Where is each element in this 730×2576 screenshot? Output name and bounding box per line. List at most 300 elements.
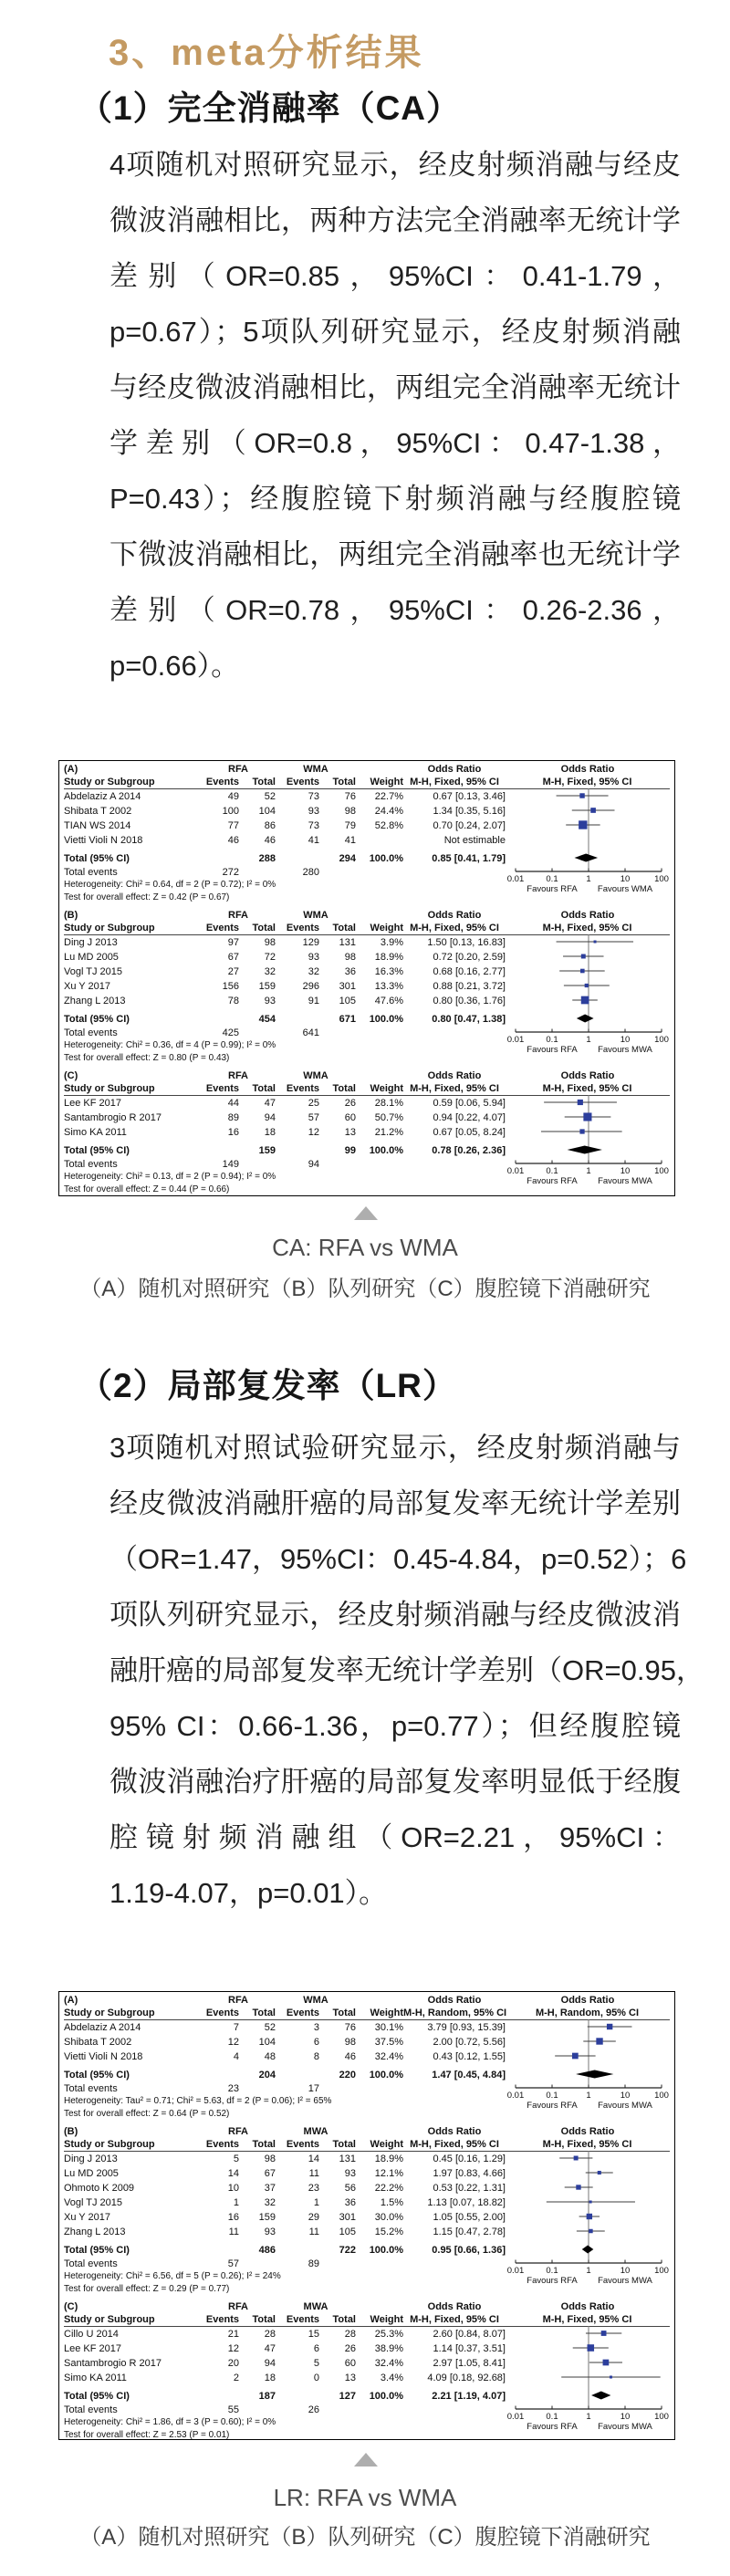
forest-cell: 641 (302, 1027, 319, 1038)
forest-cell: Santambrogio R 2017 (64, 2357, 162, 2369)
forest-cell: 21 (227, 2328, 239, 2340)
forest-cell: 4 (233, 2050, 239, 2062)
svg-text:0.01: 0.01 (506, 2412, 525, 2422)
forest-cell: 46 (227, 834, 239, 846)
forest-cell: RFA (228, 1994, 248, 2006)
forest-cell: Total (95% CI) (64, 2390, 130, 2402)
forest-overall-effect-text: Test for overall effect: Z = 0.80 (P = 0.43) (64, 1053, 230, 1063)
forest-cell: Abdelaziz A 2014 (64, 790, 141, 802)
forest-cell: Study or Subgroup (64, 2313, 155, 2325)
forest-cell: 6 (313, 2036, 319, 2048)
forest-cell: WMA (303, 763, 328, 775)
forest-cell: 46 (344, 2050, 356, 2062)
figure-1-caption-subtitle: （A）随机对照研究（B）队列研究（C）腹腔镜下消融研究 (79, 1277, 651, 1301)
forest-cell: 129 (302, 936, 319, 948)
svg-text:0.01: 0.01 (506, 1166, 525, 1176)
forest-study-row (64, 2166, 670, 2181)
forest-cell: Total (252, 922, 276, 933)
forest-total-row (64, 1012, 670, 1027)
forest-cell: Total (332, 2007, 356, 2018)
forest-cell: 1.14 [0.37, 3.51] (433, 2342, 506, 2354)
forest-cell: 11 (308, 2167, 319, 2179)
forest-cell: 23 (227, 2082, 239, 2094)
forest-cell: Shibata T 2002 (64, 805, 132, 817)
forest-cell: 272 (222, 866, 239, 878)
forest-cell: Total (252, 2138, 276, 2150)
forest-cell: Weight (370, 1082, 403, 1094)
forest-header-groups (64, 763, 670, 776)
forest-cell: 38.9% (374, 2342, 403, 2354)
forest-cell: Simo KA 2011 (64, 1126, 127, 1138)
svg-text:Favours RFA: Favours RFA (527, 1045, 578, 1055)
paragraph-line: p=0.67）；5项队列研究显示，经皮射频消融 (110, 316, 681, 348)
forest-cell: 12.1% (374, 2167, 403, 2179)
forest-cell: Events (286, 2313, 319, 2325)
forest-cell: 15 (308, 2328, 319, 2340)
forest-cell: 1.05 [0.55, 2.00] (433, 2211, 506, 2223)
forest-cell: 49 (227, 790, 239, 802)
forest-total-events-row (64, 1158, 670, 1171)
forest-cell: 91 (308, 995, 319, 1006)
figure-2-caption-title: LR: RFA vs WMA (273, 2484, 457, 2511)
forest-study-row (64, 1096, 670, 1111)
forest-cell: 454 (258, 1013, 276, 1025)
forest-study-row (64, 789, 670, 804)
forest-cell: 0.88 [0.21, 3.72] (433, 980, 506, 992)
up-triangle-icon (354, 2453, 378, 2466)
forest-cell: 1.47 [0.45, 4.84] (432, 2069, 506, 2081)
svg-text:Favours WMA: Favours WMA (597, 884, 653, 894)
forest-cell: 94 (308, 1158, 319, 1170)
forest-cell: Events (205, 922, 239, 933)
forest-cell: 2.00 [0.72, 5.56] (433, 2036, 506, 2048)
forest-cell: 18 (264, 1126, 276, 1138)
forest-cell: 93 (308, 951, 319, 963)
forest-cell: Zhang L 2013 (64, 2226, 126, 2237)
forest-heterogeneity-text: Heterogeneity: Chi² = 0.64, df = 2 (P = 0.72); I² = 0% (64, 880, 276, 890)
forest-cell: Weight (370, 922, 403, 933)
forest-cell: Vietti Violi N 2018 (64, 2050, 143, 2062)
forest-cell: 100.0% (369, 2244, 403, 2256)
forest-cell: M-H, Fixed, 95% CI (410, 776, 499, 787)
forest-cell: Total events (64, 2082, 118, 2094)
svg-text:1: 1 (586, 1035, 591, 1045)
forest-cell: 1 (313, 2196, 319, 2208)
forest-cell: 159 (258, 2211, 276, 2223)
forest-cell: 0.59 [0.06, 5.94] (433, 1097, 506, 1109)
forest-cell: RFA (228, 2300, 248, 2312)
svg-text:Favours RFA: Favours RFA (527, 1176, 578, 1186)
forest-study-row (64, 950, 670, 965)
paragraph-line: 经皮微波消融肝癌的局部复发率无统计学差别 (110, 1487, 681, 1519)
forest-header-columns (64, 1082, 670, 1096)
forest-cell: 0.53 [0.22, 1.31] (433, 2182, 506, 2194)
forest-cell: 296 (302, 980, 319, 992)
forest-cell: Events (205, 1082, 239, 1094)
forest-cell: 14 (227, 2167, 239, 2179)
forest-cell: 93 (264, 995, 276, 1006)
forest-cell: Total (332, 2313, 356, 2325)
forest-cell: 2.97 [1.05, 8.41] (433, 2357, 506, 2369)
forest-cell: 105 (339, 2226, 356, 2237)
forest-study-row (64, 994, 670, 1008)
forest-cell: (C) (64, 1069, 78, 1081)
forest-cell: 25.3% (374, 2328, 403, 2340)
paragraph-line: P=0.43）；经腹腔镜下射频消融与经腹腔镜 (110, 483, 681, 515)
forest-cell: Study or Subgroup (64, 922, 155, 933)
svg-text:0.1: 0.1 (546, 1166, 558, 1176)
forest-cell: 26 (344, 2342, 356, 2354)
section-2-heading: （2）局部复发率（LR） (78, 1367, 457, 1404)
forest-cell: WMA (303, 1069, 328, 1081)
forest-cell: 26 (308, 2404, 319, 2415)
forest-study-row (64, 2181, 670, 2195)
forest-cell: Total events (64, 1158, 118, 1170)
forest-cell: 46 (264, 834, 276, 846)
forest-cell: 16 (227, 2211, 239, 2223)
forest-header-groups (64, 1994, 670, 2007)
svg-text:Favours MWA: Favours MWA (598, 2422, 652, 2432)
figure-2-caption-subtitle: （A）随机对照研究（B）队列研究（C）腹腔镜下消融研究 (79, 2525, 651, 2550)
svg-text:100: 100 (654, 2266, 669, 2276)
forest-cell: 79 (344, 819, 356, 831)
forest-study-row (64, 979, 670, 994)
paragraph-line: 腔镜射频消融组（OR=2.21，95%CI： (110, 1821, 681, 1853)
forest-subgroup-a (64, 763, 670, 905)
forest-cell: Events (205, 2313, 239, 2325)
forest-cell: 22.2% (374, 2182, 403, 2194)
forest-cell: 0.45 [0.16, 1.29] (433, 2153, 506, 2164)
forest-study-row (64, 935, 670, 950)
svg-text:0.01: 0.01 (506, 2091, 525, 2101)
svg-text:100: 100 (654, 1166, 669, 1176)
forest-cell: 32.4% (374, 2357, 403, 2369)
svg-text:Favours MWA: Favours MWA (598, 1176, 652, 1186)
forest-cell: Ding J 2013 (64, 936, 118, 948)
forest-cell: 100 (222, 805, 239, 817)
forest-cell: 0.68 [0.16, 2.77] (433, 965, 506, 977)
svg-text:0.01: 0.01 (506, 1035, 525, 1045)
forest-cell: Study or Subgroup (64, 2007, 155, 2018)
forest-cell: Vietti Violi N 2018 (64, 834, 143, 846)
forest-cell: 8 (313, 2050, 319, 2062)
forest-cell: 100.0% (369, 2390, 403, 2402)
forest-cell: Events (286, 2138, 319, 2150)
forest-cell: 722 (339, 2244, 356, 2256)
forest-total-row (64, 2068, 670, 2082)
forest-cell: 36 (344, 2196, 356, 2208)
forest-cell: Events (205, 776, 239, 787)
forest-subgroup-b (64, 2125, 670, 2297)
forest-cell: Events (286, 2007, 319, 2018)
forest-cell: Shibata T 2002 (64, 2036, 132, 2048)
forest-cell: 104 (258, 2036, 276, 2048)
svg-text:Favours RFA: Favours RFA (527, 884, 578, 894)
forest-cell: 159 (258, 1144, 276, 1156)
forest-study-row (64, 2327, 670, 2341)
forest-cell: Odds Ratio (560, 909, 615, 921)
forest-cell: Cillo U 2014 (64, 2328, 119, 2340)
forest-cell: 105 (339, 995, 356, 1006)
svg-text:1: 1 (586, 1166, 591, 1176)
svg-text:10: 10 (620, 2266, 631, 2276)
svg-text:Favours RFA: Favours RFA (527, 2422, 578, 2432)
forest-cell: 100.0% (369, 2069, 403, 2081)
forest-header-columns (64, 2138, 670, 2152)
forest-cell: Total events (64, 2404, 118, 2415)
forest-cell: 100.0% (369, 1013, 403, 1025)
forest-cell: 94 (264, 2357, 276, 2369)
forest-cell: 32 (264, 2196, 276, 2208)
forest-study-row (64, 2152, 670, 2166)
forest-cell: 98 (264, 936, 276, 948)
forest-cell: Events (286, 1082, 319, 1094)
forest-cell: Odds Ratio (427, 763, 482, 775)
forest-study-row (64, 2195, 670, 2210)
svg-text:1: 1 (586, 2412, 591, 2422)
forest-subgroup-c (64, 1069, 670, 1197)
forest-cell: 30.0% (374, 2211, 403, 2223)
forest-total-row (64, 1143, 670, 1158)
forest-cell: 18.9% (374, 2153, 403, 2164)
forest-cell: 28.1% (374, 1097, 403, 1109)
forest-cell: 13 (344, 1126, 356, 1138)
svg-text:0.1: 0.1 (546, 2266, 558, 2276)
svg-text:Favours MWA: Favours MWA (598, 2276, 652, 2286)
forest-cell: 10 (227, 2182, 239, 2194)
forest-cell: 14 (308, 2153, 319, 2164)
forest-cell: Odds Ratio (427, 2300, 482, 2312)
forest-cell: 7 (233, 2021, 239, 2033)
forest-cell: 78 (227, 995, 239, 1006)
paragraph-line: 融肝癌的局部复发率无统计学差别（OR=0.95， (110, 1654, 704, 1686)
svg-text:0.01: 0.01 (506, 874, 525, 884)
forest-header-columns (64, 2007, 670, 2020)
forest-cell: 0.94 [0.22, 4.07] (433, 1111, 506, 1123)
forest-cell: 1.13 [0.07, 18.82] (427, 2196, 506, 2208)
forest-cell: MWA (303, 2300, 328, 2312)
forest-cell: 21.2% (374, 1126, 403, 1138)
svg-text:0.1: 0.1 (546, 2412, 558, 2422)
forest-heterogeneity-text: Heterogeneity: Tau² = 0.71; Chi² = 5.63, df = 2 (P = 0.06); I² = 65% (64, 2096, 332, 2106)
forest-cell: Lee KF 2017 (64, 1097, 121, 1109)
forest-study-row (64, 2035, 670, 2049)
forest-cell: 55 (227, 2404, 239, 2415)
forest-cell: 0.85 [0.41, 1.79] (432, 852, 506, 864)
forest-cell: Simo KA 2011 (64, 2372, 127, 2383)
forest-cell: 37 (264, 2182, 276, 2194)
forest-cell: 294 (339, 852, 356, 864)
forest-cell: 11 (228, 2226, 239, 2237)
forest-cell: 76 (344, 790, 356, 802)
forest-cell: 28 (344, 2328, 356, 2340)
forest-cell: 100.0% (369, 1144, 403, 1156)
forest-cell: RFA (228, 763, 248, 775)
forest-cell: 57 (227, 2258, 239, 2269)
forest-cell: 12 (227, 2036, 239, 2048)
forest-cell: 0.43 [0.12, 1.55] (433, 2050, 506, 2062)
forest-cell: 16 (227, 1126, 239, 1138)
forest-cell: 67 (264, 2167, 276, 2179)
forest-cell: 4.09 [0.18, 92.68] (427, 2372, 506, 2383)
forest-overall-effect-text: Test for overall effect: Z = 0.42 (P = 0.67) (64, 892, 230, 902)
forest-cell: 60 (344, 1111, 356, 1123)
forest-cell: RFA (228, 909, 248, 921)
forest-plot-lr (58, 1991, 675, 2440)
forest-cell: M-H, Fixed, 95% CI (542, 1082, 632, 1094)
forest-cell: 25 (308, 1097, 319, 1109)
forest-cell: 149 (222, 1158, 239, 1170)
forest-cell: Total (252, 2313, 276, 2325)
forest-cell: 220 (339, 2069, 356, 2081)
forest-cell: Ohmoto K 2009 (64, 2182, 135, 2194)
forest-cell: RFA (228, 1069, 248, 1081)
forest-cell: 86 (264, 819, 276, 831)
forest-cell: 1.97 [0.83, 4.66] (433, 2167, 506, 2179)
forest-cell: 187 (258, 2390, 276, 2402)
forest-cell: 2.60 [0.84, 8.07] (433, 2328, 506, 2340)
forest-cell: 5 (233, 2153, 239, 2164)
paragraph-line: 微波消融相比，两种方法完全消融率无统计学 (110, 204, 681, 236)
forest-cell: 52.8% (374, 819, 403, 831)
svg-text:100: 100 (654, 2091, 669, 2101)
forest-cell: TIAN WS 2014 (64, 819, 131, 831)
forest-study-row (64, 2049, 670, 2064)
svg-text:Favours MWA: Favours MWA (598, 2101, 652, 2111)
forest-cell: 15.2% (374, 2226, 403, 2237)
forest-header-groups (64, 1069, 670, 1082)
forest-cell: Total (252, 1082, 276, 1094)
forest-heterogeneity-text: Heterogeneity: Chi² = 6.56, df = 5 (P = 0.26); I² = 24% (64, 2271, 281, 2281)
forest-study-row (64, 2020, 670, 2035)
svg-text:1: 1 (586, 2091, 591, 2101)
forest-cell: Odds Ratio (560, 1994, 615, 2006)
forest-plot-ca (58, 760, 675, 1196)
forest-heterogeneity-text: Heterogeneity: Chi² = 1.86, df = 3 (P = 0.60); I² = 0% (64, 2417, 276, 2427)
page-title: 3、meta分析结果 (109, 33, 424, 73)
forest-heterogeneity-text: Heterogeneity: Chi² = 0.36, df = 4 (P = 0.99); I² = 0% (64, 1040, 276, 1050)
forest-study-row (64, 1111, 670, 1125)
forest-overall-effect-text: Test for overall effect: Z = 0.44 (P = 0.66) (64, 1184, 230, 1194)
forest-cell: Total (95% CI) (64, 2069, 130, 2081)
forest-cell: 100.0% (369, 852, 403, 864)
forest-cell: 27 (227, 965, 239, 977)
forest-header-columns (64, 2313, 670, 2327)
forest-cell: Lee KF 2017 (64, 2342, 121, 2354)
forest-cell: 99 (344, 1144, 356, 1156)
forest-cell: 44 (227, 1097, 239, 1109)
forest-cell: 104 (258, 805, 276, 817)
forest-cell: Xu Y 2017 (64, 980, 110, 992)
forest-overall-effect-text: Test for overall effect: Z = 2.53 (P = 0.01) (64, 2430, 230, 2440)
forest-cell: Total (332, 776, 356, 787)
forest-total-events-row (64, 2082, 670, 2095)
paragraph-line: 与经皮微波消融相比，两组完全消融率无统计 (110, 371, 681, 403)
forest-cell: 26 (344, 1097, 356, 1109)
forest-cell: M-H, Fixed, 95% CI (410, 922, 499, 933)
forest-cell: 24.4% (374, 805, 403, 817)
forest-cell: 1 (233, 2196, 239, 2208)
forest-cell: (A) (64, 1994, 78, 2006)
forest-cell: M-H, Fixed, 95% CI (410, 1082, 499, 1094)
forest-cell: 204 (258, 2069, 276, 2081)
forest-cell: Study or Subgroup (64, 2138, 155, 2150)
forest-cell: 2 (233, 2372, 239, 2383)
paragraph-line: （OR=1.47，95%CI：0.45-4.84，p=0.52）；6 (110, 1543, 687, 1575)
forest-cell: 32 (264, 965, 276, 977)
forest-cell: Study or Subgroup (64, 776, 155, 787)
forest-cell: 0.72 [0.20, 2.59] (433, 951, 506, 963)
forest-cell: 23 (308, 2182, 319, 2194)
forest-header-columns (64, 922, 670, 935)
forest-total-row (64, 851, 670, 866)
forest-cell: 486 (258, 2244, 276, 2256)
forest-study-row (64, 2341, 670, 2356)
forest-cell: Total (95% CI) (64, 1013, 130, 1025)
forest-cell: 98 (344, 951, 356, 963)
forest-cell: M-H, Fixed, 95% CI (542, 2313, 632, 2325)
svg-text:Favours RFA: Favours RFA (527, 2101, 578, 2111)
forest-total-row (64, 2389, 670, 2404)
forest-cell: 3.79 [0.93, 15.39] (427, 2021, 506, 2033)
forest-cell: Vogl TJ 2015 (64, 2196, 123, 2208)
forest-cell: 18.9% (374, 951, 403, 963)
paragraph-line: 差别（OR=0.78，95%CI：0.26-2.36， (110, 594, 681, 626)
forest-cell: 0.78 [0.26, 2.36] (432, 1144, 506, 1156)
svg-text:1: 1 (586, 2266, 591, 2276)
forest-cell: Weight (370, 2313, 403, 2325)
forest-cell: Total (95% CI) (64, 852, 130, 864)
forest-cell: 98 (344, 805, 356, 817)
forest-cell: Total events (64, 1027, 118, 1038)
forest-cell: Total (95% CI) (64, 2244, 130, 2256)
forest-cell: 425 (222, 1027, 239, 1038)
forest-cell: 2.21 [1.19, 4.07] (432, 2390, 506, 2402)
forest-cell: Events (286, 776, 319, 787)
forest-study-row (64, 833, 670, 848)
forest-cell: M-H, Fixed, 95% CI (410, 2313, 499, 2325)
forest-cell: M-H, Fixed, 95% CI (542, 922, 632, 933)
forest-cell: 32 (308, 965, 319, 977)
paragraph-line: 项队列研究显示，经皮射频消融与经皮微波消 (110, 1599, 681, 1631)
forest-cell: Total events (64, 866, 118, 878)
svg-text:10: 10 (620, 874, 631, 884)
forest-cell: Xu Y 2017 (64, 2211, 110, 2223)
forest-total-events-row (64, 2258, 670, 2270)
svg-text:Favours MWA: Favours MWA (598, 1045, 652, 1055)
forest-cell: 288 (258, 852, 276, 864)
forest-cell: 0.95 [0.66, 1.36] (432, 2244, 506, 2256)
paragraph-line: 学差别（OR=0.8，95%CI：0.47-1.38， (110, 427, 681, 459)
forest-cell: WMA (303, 1994, 328, 2006)
forest-cell: Total (252, 2007, 276, 2018)
forest-study-row (64, 2356, 670, 2371)
forest-subgroup-b (64, 909, 670, 1066)
forest-study-row (64, 2210, 670, 2225)
forest-total-events-row (64, 1027, 670, 1039)
forest-cell: Vogl TJ 2015 (64, 965, 123, 977)
forest-cell: 50.7% (374, 1111, 403, 1123)
forest-cell: Odds Ratio (427, 2125, 482, 2137)
svg-text:100: 100 (654, 874, 669, 884)
forest-cell: Weight (370, 2007, 403, 2018)
forest-cell: 127 (339, 2390, 356, 2402)
paragraph-line: 4项随机对照研究显示，经皮射频消融与经皮 (110, 149, 681, 181)
forest-cell: 76 (344, 2021, 356, 2033)
forest-cell: Total (95% CI) (64, 1144, 130, 1156)
svg-text:10: 10 (620, 2412, 631, 2422)
forest-cell: 0.80 [0.36, 1.76] (433, 995, 506, 1006)
